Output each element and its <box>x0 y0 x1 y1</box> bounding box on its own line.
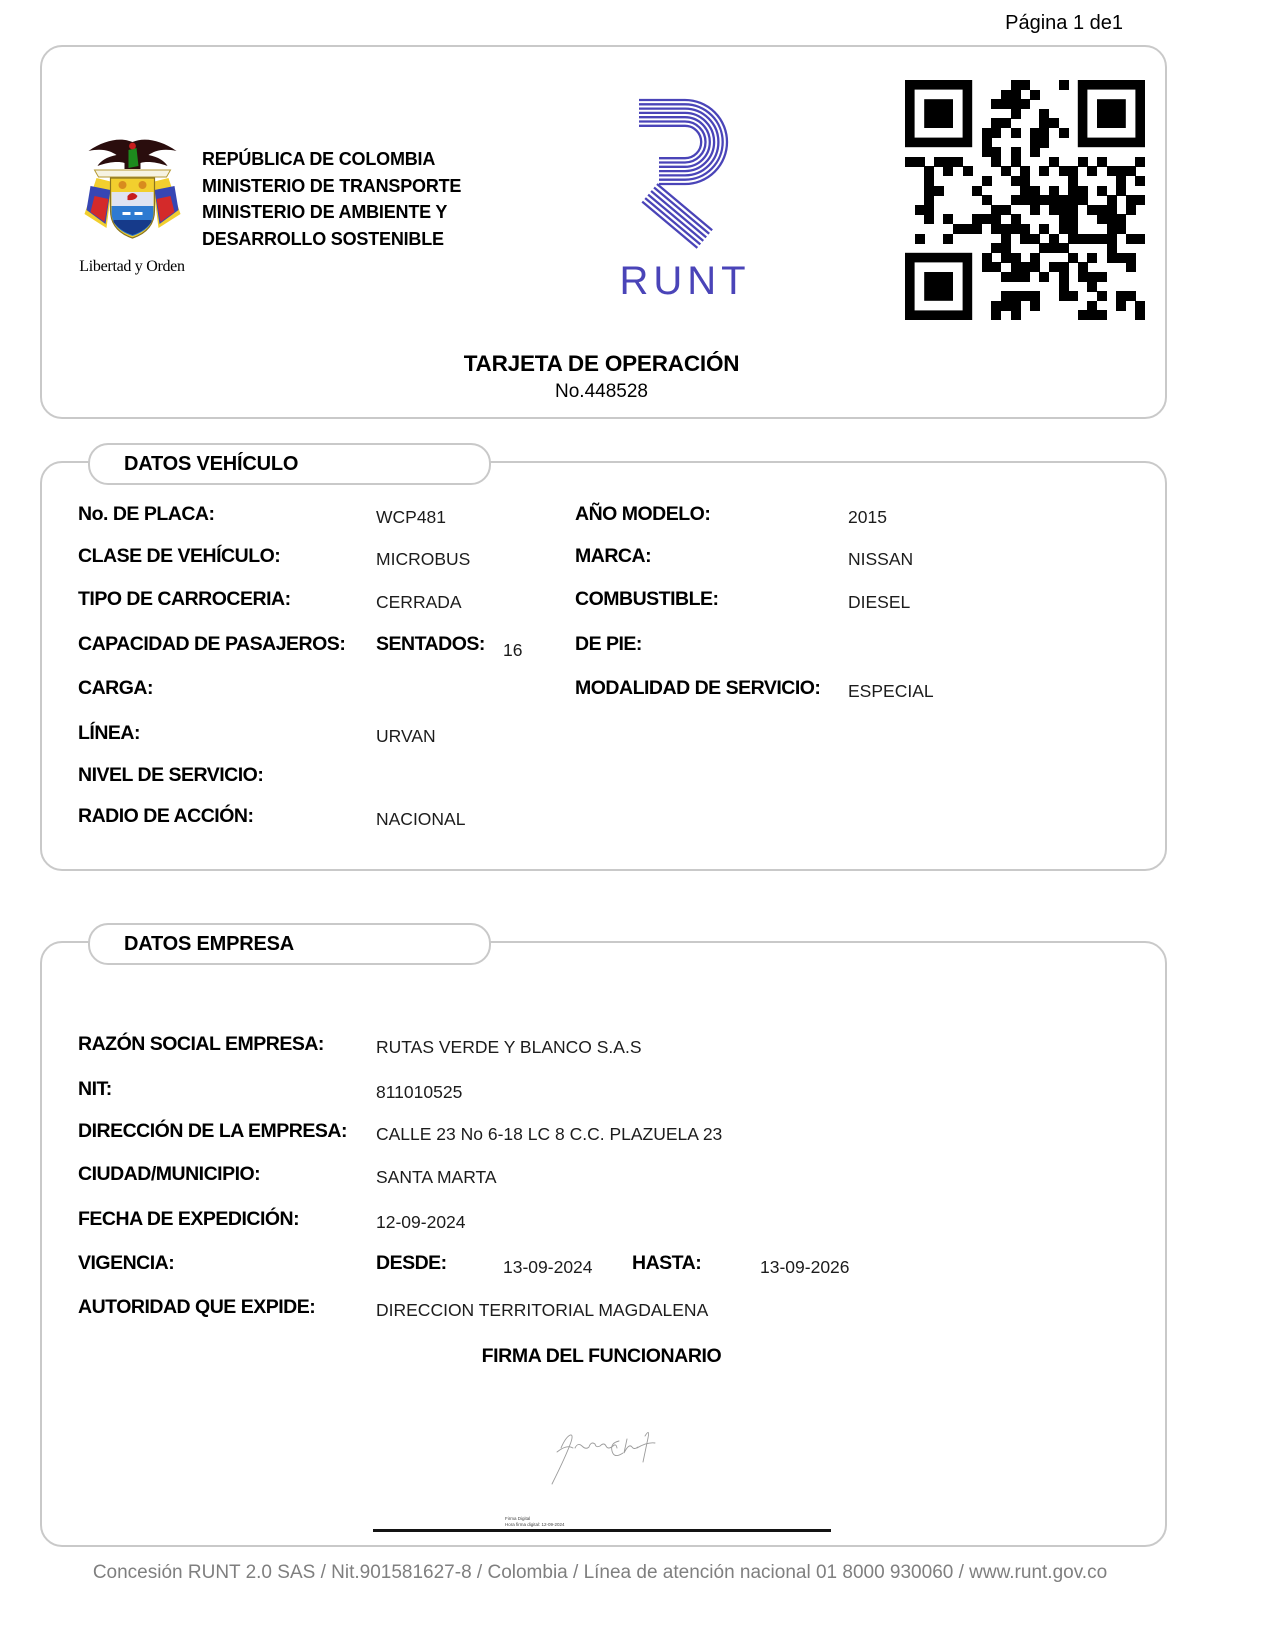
nit-value: 811010525 <box>376 1082 463 1102</box>
runt-logo-icon <box>625 90 745 252</box>
depie-label: DE PIE: <box>575 633 642 655</box>
ministry-line: REPÚBLICA DE COLOMBIA <box>202 149 436 169</box>
ministry-line: MINISTERIO DE TRANSPORTE <box>202 175 462 196</box>
clase-value: MICROBUS <box>376 549 471 569</box>
ministry-line: MINISTERIO DE AMBIENTE Y <box>202 202 448 222</box>
modalidad-label: MODALIDAD DE SERVICIO: <box>575 677 821 699</box>
empresa-section-tab <box>88 923 491 965</box>
footer-text: Concesión RUNT 2.0 SAS / Nit.901581627-8 / Colombia / Línea de atención nacional 01 8000 930060 / www.runt.gov.co <box>92 1562 1108 1583</box>
anio-value: 2015 <box>848 507 887 527</box>
radio-value: NACIONAL <box>376 809 466 829</box>
clase-label: CLASE DE VEHÍCULO: <box>78 545 281 567</box>
carroceria-label: TIPO DE CARROCERIA: <box>78 588 291 610</box>
direccion-value: CALLE 23 No 6-18 LC 8 C.C. PLAZUELA 23 <box>376 1124 723 1144</box>
carroceria-value: CERRADA <box>376 592 462 612</box>
vehicle-section-tab <box>88 443 491 485</box>
hasta-value: 13-09-2026 <box>760 1257 850 1277</box>
runt-logo-text: RUNT <box>619 259 751 303</box>
linea-value: URVAN <box>376 726 436 746</box>
placa-value: WCP481 <box>376 507 447 527</box>
colombia-coat-of-arms-icon <box>70 136 195 258</box>
nivel-label: NIVEL DE SERVICIO: <box>78 764 264 786</box>
runt-logo <box>600 90 770 304</box>
ministry-header <box>202 146 461 252</box>
signature-line <box>373 1529 831 1532</box>
sentados-value: 16 <box>503 640 523 660</box>
combustible-label: COMBUSTIBLE: <box>575 588 719 610</box>
document-title: TARJETA DE OPERACIÓN <box>463 351 740 376</box>
qr-code <box>905 80 1145 320</box>
direccion-label: DIRECCIÓN DE LA EMPRESA: <box>78 1120 347 1142</box>
vehicle-section-title: DATOS VEHÍCULO <box>124 452 299 475</box>
autoridad-value: DIRECCION TERRITORIAL MAGDALENA <box>376 1300 709 1320</box>
coat-of-arms-caption: Libertad y Orden <box>79 258 185 275</box>
capacidad-label: CAPACIDAD DE PASAJEROS: <box>78 633 346 655</box>
signature-icon <box>545 1426 675 1488</box>
firma-title: FIRMA DEL FUNCIONARIO <box>481 1345 722 1367</box>
modalidad-value: ESPECIAL <box>848 681 934 701</box>
hasta-label: HASTA: <box>632 1252 702 1274</box>
document-number: No.448528 <box>555 381 648 402</box>
razon-value: RUTAS VERDE Y BLANCO S.A.S <box>376 1037 642 1057</box>
anio-label: AÑO MODELO: <box>575 503 711 525</box>
empresa-section-title: DATOS EMPRESA <box>124 932 295 955</box>
combustible-value: DIESEL <box>848 592 911 612</box>
fecha-value: 12-09-2024 <box>376 1212 466 1232</box>
linea-label: LÍNEA: <box>78 722 140 744</box>
radio-label: RADIO DE ACCIÓN: <box>78 805 254 827</box>
sentados-label: SENTADOS: <box>376 633 485 655</box>
page-number: Página 1 de1 <box>1005 12 1123 34</box>
desde-label: DESDE: <box>376 1252 447 1274</box>
fecha-label: FECHA DE EXPEDICIÓN: <box>78 1208 300 1230</box>
marca-label: MARCA: <box>575 545 652 567</box>
marca-value: NISSAN <box>848 549 914 569</box>
ciudad-label: CIUDAD/MUNICIPIO: <box>78 1163 261 1185</box>
placa-label: No. DE PLACA: <box>78 503 215 525</box>
ciudad-value: SANTA MARTA <box>376 1167 497 1187</box>
carga-label: CARGA: <box>78 677 153 699</box>
autoridad-label: AUTORIDAD QUE EXPIDE: <box>78 1296 316 1318</box>
desde-value: 13-09-2024 <box>503 1257 593 1277</box>
vigencia-label: VIGENCIA: <box>78 1252 175 1274</box>
ministry-line: DESARROLLO SOSTENIBLE <box>202 228 444 249</box>
digital-signature-fineprint: Firma Digital Hora firma digital: 12-09-2024 <box>505 1516 565 1527</box>
razon-label: RAZÓN SOCIAL EMPRESA: <box>78 1033 324 1055</box>
nit-label: NIT: <box>78 1078 112 1100</box>
